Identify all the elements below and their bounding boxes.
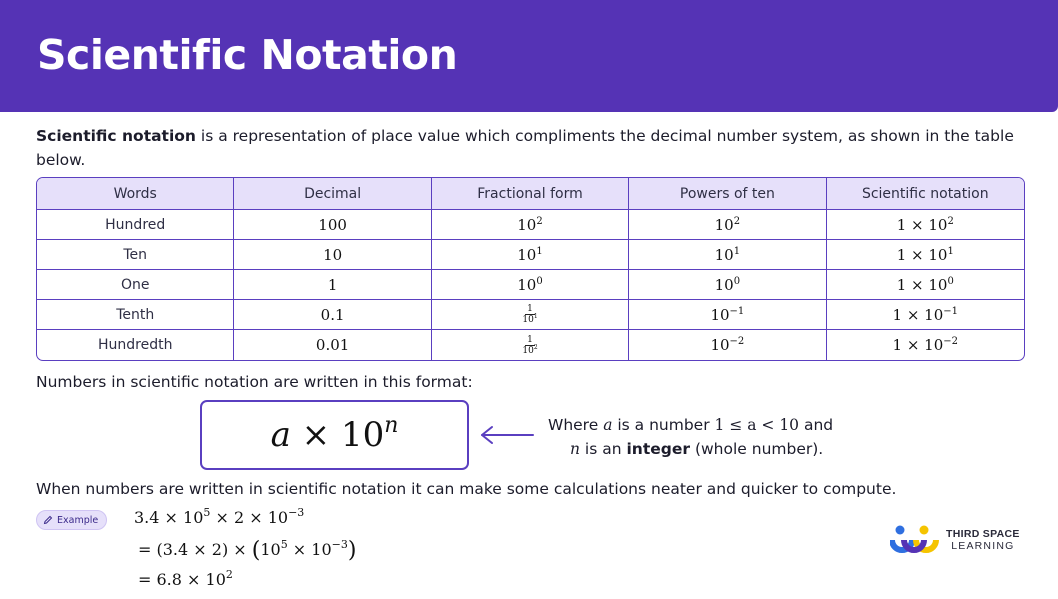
fraction-den-exp: 1 <box>533 313 538 320</box>
cell-word: One <box>37 270 234 300</box>
example-badge <box>36 510 107 530</box>
sci-coef: 1 × 10 <box>896 275 948 294</box>
place-value-table <box>36 177 1025 361</box>
cell-word: Tenth <box>37 300 234 330</box>
sci-coef: 1 × 10 <box>896 245 948 264</box>
cell-word: Hundred <box>37 210 234 240</box>
header-scientific-notation: Scientific notation <box>827 178 1024 210</box>
table-header-row <box>37 178 1024 210</box>
fraction-denominator <box>522 315 537 325</box>
ex2-lp: ( <box>251 538 261 563</box>
cell-decimal: 0.01 <box>234 330 431 360</box>
formula-times-ten: × 10 <box>290 415 385 455</box>
where-line-1 <box>548 413 868 437</box>
formula-a: a <box>270 415 291 455</box>
sci-exp: −1 <box>943 305 959 317</box>
cell-scientific <box>827 210 1024 240</box>
cell-fractional <box>432 240 629 270</box>
table-body <box>37 210 1024 360</box>
cell-word: Ten <box>37 240 234 270</box>
pow-base: 10 <box>714 245 734 264</box>
example-line-3 <box>138 570 233 589</box>
fraction-den-base: 10 <box>522 315 534 325</box>
ex2-b: 10 <box>260 540 281 559</box>
where-text-5: (whole number). <box>690 440 824 458</box>
sci-exp: 2 <box>947 215 954 227</box>
ex1-e1: 5 <box>203 506 211 519</box>
table-row <box>37 300 1024 330</box>
fraction-den-base: 10 <box>522 345 534 356</box>
fraction-numerator: 1 <box>527 334 533 345</box>
table-row <box>37 270 1024 300</box>
table-row <box>37 330 1024 360</box>
cell-fractional <box>432 330 629 360</box>
format-intro: Numbers in scientific notation are written in this format: <box>36 373 473 391</box>
ex3-a: = 6.8 × 10 <box>138 570 226 589</box>
table-row <box>37 210 1024 240</box>
sci-coef: 1 × 10 <box>892 305 944 324</box>
cell-scientific <box>827 270 1024 300</box>
pow-base: 10 <box>710 305 730 324</box>
header-decimal: Decimal <box>234 178 431 210</box>
ex1-b: × 2 × 10 <box>210 508 289 527</box>
cell-power <box>629 270 826 300</box>
sci-exp: 0 <box>947 275 954 287</box>
cell-decimal: 0.1 <box>234 300 431 330</box>
fraction <box>522 304 537 325</box>
header-fractional-form: Fractional form <box>432 178 629 210</box>
table-row <box>37 240 1024 270</box>
frac-base: 10 <box>517 215 537 234</box>
frac-base: 10 <box>517 245 537 264</box>
logo-line-1: THIRD SPACE <box>946 528 1020 540</box>
fraction <box>522 335 537 356</box>
where-text-2: is a number <box>612 416 715 434</box>
frac-exp: 0 <box>536 275 543 287</box>
cell-power <box>629 210 826 240</box>
pow-exp: 2 <box>733 215 741 227</box>
fraction-denominator <box>522 343 538 356</box>
cell-fractional <box>432 300 629 330</box>
logo-text <box>946 528 1020 552</box>
formula-box <box>200 400 469 470</box>
pow-exp: 1 <box>733 245 741 257</box>
pow-exp: −1 <box>729 305 745 317</box>
where-integer: integer <box>626 440 691 458</box>
pow-base: 10 <box>714 215 734 234</box>
pow-exp: −2 <box>729 336 745 347</box>
ex2-e2: −3 <box>331 538 348 551</box>
header-banner <box>0 0 1058 112</box>
cell-word: Hundredth <box>37 330 234 360</box>
pow-exp: 0 <box>733 275 741 287</box>
cell-decimal: 100 <box>234 210 431 240</box>
logo-line-2: LEARNING <box>951 540 1015 552</box>
cell-decimal: 10 <box>234 240 431 270</box>
calc-paragraph: When numbers are written in scientific notation it can make some calculations neater and quicker to compute. <box>36 480 897 498</box>
pow-base: 10 <box>710 336 730 354</box>
arrow-left-icon <box>478 424 538 446</box>
where-text-3: and <box>799 416 834 434</box>
frac-exp: 2 <box>536 215 543 227</box>
where-text-4: is an <box>579 440 627 458</box>
frac-exp: 1 <box>536 245 543 257</box>
example-line-2 <box>138 538 356 563</box>
pow-base: 10 <box>714 275 734 294</box>
cell-scientific <box>827 300 1024 330</box>
frac-base: 10 <box>517 275 537 294</box>
where-n: n <box>570 440 580 458</box>
cell-scientific <box>827 240 1024 270</box>
intro-text: is a representation of place value which compliments the decimal number system, as shown in the table below. <box>36 127 1014 169</box>
ex3-e1: 2 <box>225 568 233 581</box>
cell-fractional <box>432 270 629 300</box>
intro-paragraph <box>36 124 1026 172</box>
cell-scientific <box>827 330 1024 360</box>
sci-exp: −2 <box>943 336 959 347</box>
cell-fractional <box>432 210 629 240</box>
pencil-icon <box>43 515 53 525</box>
page-title: Scientific Notation <box>37 31 458 79</box>
sci-coef: 1 × 10 <box>892 336 944 354</box>
where-a: a <box>603 416 613 434</box>
where-explanation <box>548 413 868 461</box>
intro-term: Scientific notation <box>36 127 196 145</box>
ex1-e2: −3 <box>288 506 305 519</box>
where-line-2 <box>548 437 868 461</box>
ex2-rp: ) <box>347 538 357 563</box>
example-badge-label: Example <box>57 514 99 526</box>
where-text-1: Where <box>548 416 604 434</box>
fraction-den-exp: 2 <box>533 343 538 351</box>
cell-power <box>629 300 826 330</box>
fraction-numerator: 1 <box>527 304 533 314</box>
ex2-a: = (3.4 × 2) × <box>138 540 252 559</box>
sci-exp: 1 <box>947 245 954 257</box>
header-words: Words <box>37 178 234 210</box>
where-inequality: 1 ≤ a < 10 <box>714 416 800 434</box>
example-line-1 <box>134 508 304 527</box>
cell-power <box>629 330 826 360</box>
header-powers-of-ten: Powers of ten <box>629 178 826 210</box>
formula-n: n <box>384 413 399 438</box>
ex1-a: 3.4 × 10 <box>134 508 204 527</box>
ex2-e1: 5 <box>280 538 288 551</box>
cell-decimal: 1 <box>234 270 431 300</box>
ex2-c: × 10 <box>287 540 332 559</box>
cell-power <box>629 240 826 270</box>
sci-coef: 1 × 10 <box>896 215 948 234</box>
